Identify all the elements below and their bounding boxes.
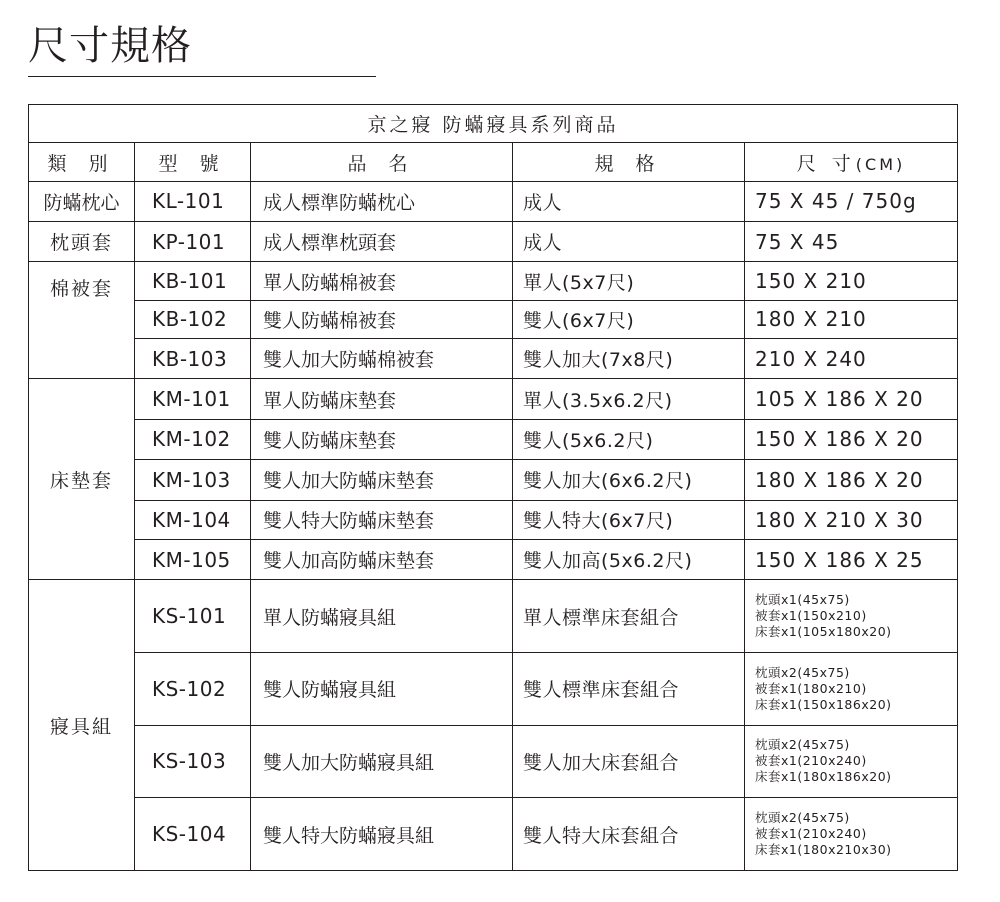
model-cell: KM-105 xyxy=(135,539,251,579)
name-cell: 單人防蟎床墊套 xyxy=(251,379,513,419)
size-cell xyxy=(745,798,958,871)
category-cell: 枕頭套 xyxy=(29,222,135,262)
name-cell: 單人防蟎棉被套 xyxy=(251,262,513,300)
name-cell: 成人標準防蟎枕心 xyxy=(251,181,513,221)
name-cell: 雙人加大防蟎寢具組 xyxy=(251,725,513,798)
spec-table xyxy=(28,104,958,871)
table-row xyxy=(29,222,958,262)
name-cell: 單人防蟎寢具組 xyxy=(251,580,513,653)
size-line: 枕頭x2(45x75) xyxy=(755,664,850,680)
header-spec: 規 格 xyxy=(513,143,745,181)
header-size-label: 尺 寸 xyxy=(796,152,856,175)
header-size xyxy=(745,143,958,181)
size-cell: 150 X 186 X 25 xyxy=(745,539,958,579)
table-row xyxy=(29,500,958,539)
name-cell: 雙人特大防蟎床墊套 xyxy=(251,500,513,539)
spec-cell: 雙人加大(7x8尺) xyxy=(513,339,745,379)
size-cell: 180 X 186 X 20 xyxy=(745,460,958,500)
table-caption: 京之寢 防蟎寢具系列商品 xyxy=(29,105,958,143)
table-row xyxy=(29,460,958,500)
model-cell: KM-101 xyxy=(135,379,251,419)
name-cell: 雙人加大防蟎床墊套 xyxy=(251,460,513,500)
table-row xyxy=(29,652,958,725)
table-row xyxy=(29,798,958,871)
table-row xyxy=(29,300,958,338)
model-cell: KB-102 xyxy=(135,300,251,338)
size-cell xyxy=(745,580,958,653)
model-cell: KB-101 xyxy=(135,262,251,300)
spec-cell: 雙人(5x6.2尺) xyxy=(513,419,745,459)
category-cell: 寢具組 xyxy=(29,580,135,871)
name-cell: 雙人防蟎棉被套 xyxy=(251,300,513,338)
size-line: 被套x1(180x210) xyxy=(755,680,867,696)
name-cell: 雙人防蟎寢具組 xyxy=(251,652,513,725)
size-line: 床套x1(105x180x20) xyxy=(755,624,892,640)
spec-cell: 單人標準床套組合 xyxy=(513,580,745,653)
table-row xyxy=(29,339,958,379)
table-row xyxy=(29,539,958,579)
table-row xyxy=(29,262,958,300)
size-line: 床套x1(150x186x20) xyxy=(755,696,892,712)
page-title: 尺寸規格 xyxy=(28,23,192,69)
name-cell: 成人標準枕頭套 xyxy=(251,222,513,262)
header-size-unit: (CM) xyxy=(855,154,906,174)
spec-cell: 雙人標準床套組合 xyxy=(513,652,745,725)
model-cell: KL-101 xyxy=(135,181,251,221)
title-underline xyxy=(28,76,376,77)
size-cell: 75 X 45 / 750g xyxy=(745,181,958,221)
model-cell: KS-103 xyxy=(135,725,251,798)
spec-cell: 單人(3.5x6.2尺) xyxy=(513,379,745,419)
spec-cell: 雙人(6x7尺) xyxy=(513,300,745,338)
model-cell: KP-101 xyxy=(135,222,251,262)
spec-cell: 單人(5x7尺) xyxy=(513,262,745,300)
model-cell: KM-103 xyxy=(135,460,251,500)
spec-cell: 雙人特大(6x7尺) xyxy=(513,500,745,539)
category-cell: 床墊套 xyxy=(29,379,135,580)
size-cell xyxy=(745,652,958,725)
size-line: 枕頭x2(45x75) xyxy=(755,810,850,826)
table-row xyxy=(29,725,958,798)
table-row xyxy=(29,580,958,653)
size-cell: 210 X 240 xyxy=(745,339,958,379)
model-cell: KB-103 xyxy=(135,339,251,379)
size-line: 枕頭x2(45x75) xyxy=(755,737,850,753)
size-cell: 150 X 186 X 20 xyxy=(745,419,958,459)
header-category: 類 別 xyxy=(29,143,135,181)
model-cell: KS-101 xyxy=(135,580,251,653)
table-row xyxy=(29,419,958,459)
table-row xyxy=(29,379,958,419)
size-line: 被套x1(210x240) xyxy=(755,826,867,842)
category-cell: 棉被套 xyxy=(29,262,135,379)
spec-cell: 雙人加高(5x6.2尺) xyxy=(513,539,745,579)
model-cell: KM-104 xyxy=(135,500,251,539)
size-line: 床套x1(180x186x20) xyxy=(755,769,892,785)
size-line: 被套x1(210x240) xyxy=(755,753,867,769)
name-cell: 雙人加高防蟎床墊套 xyxy=(251,539,513,579)
spec-cell: 成人 xyxy=(513,181,745,221)
size-cell xyxy=(745,725,958,798)
name-cell: 雙人加大防蟎棉被套 xyxy=(251,339,513,379)
spec-cell: 成人 xyxy=(513,222,745,262)
header-model: 型 號 xyxy=(135,143,251,181)
table-row xyxy=(29,181,958,221)
model-cell: KM-102 xyxy=(135,419,251,459)
size-cell: 150 X 210 xyxy=(745,262,958,300)
name-cell: 雙人特大防蟎寢具組 xyxy=(251,798,513,871)
spec-cell: 雙人加大床套組合 xyxy=(513,725,745,798)
model-cell: KS-102 xyxy=(135,652,251,725)
name-cell: 雙人防蟎床墊套 xyxy=(251,419,513,459)
model-cell: KS-104 xyxy=(135,798,251,871)
header-name: 品 名 xyxy=(251,143,513,181)
size-cell: 180 X 210 X 30 xyxy=(745,500,958,539)
category-cell: 防蟎枕心 xyxy=(29,181,135,221)
size-line: 床套x1(180x210x30) xyxy=(755,842,892,858)
spec-cell: 雙人特大床套組合 xyxy=(513,798,745,871)
size-cell: 75 X 45 xyxy=(745,222,958,262)
spec-cell: 雙人加大(6x6.2尺) xyxy=(513,460,745,500)
size-line: 被套x1(150x210) xyxy=(755,608,867,624)
size-line: 枕頭x1(45x75) xyxy=(755,592,850,608)
size-cell: 105 X 186 X 20 xyxy=(745,379,958,419)
size-cell: 180 X 210 xyxy=(745,300,958,338)
